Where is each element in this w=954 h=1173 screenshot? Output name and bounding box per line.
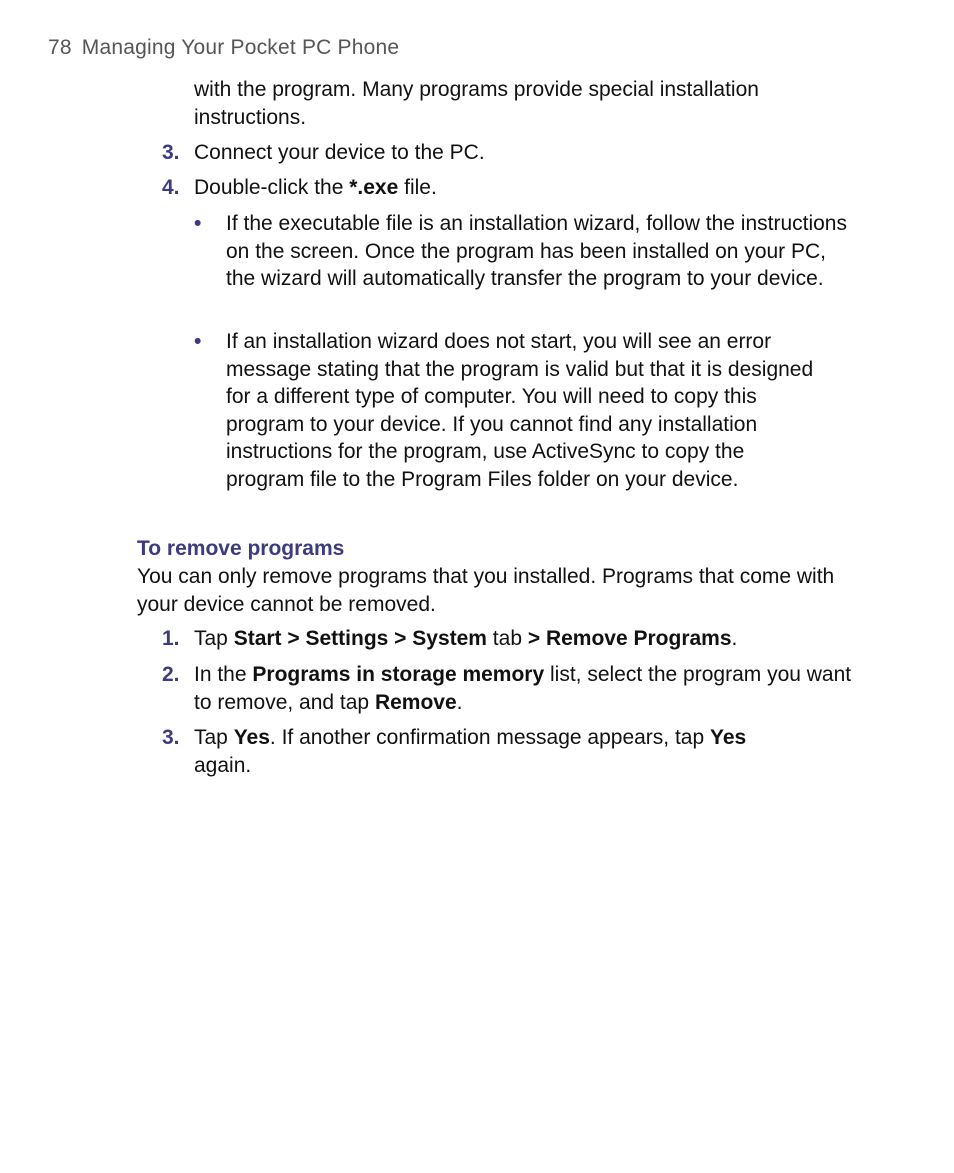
bullet-marker: • bbox=[194, 212, 202, 235]
bullet-marker: • bbox=[194, 330, 202, 353]
running-header bbox=[48, 36, 399, 60]
section-heading: To remove programs bbox=[137, 537, 345, 560]
remove-step-3: Tap Yes. If another confirmation message appears, tap Yes again. bbox=[194, 726, 747, 777]
step-number: 3. bbox=[162, 141, 180, 164]
bullet-wizard: If the executable file is an installation wizard, follow the instructions on the screen. Once the program has been installed on your PC, the wizard will automatically transfer the program to your device. bbox=[226, 212, 847, 290]
exe-filename: *.exe bbox=[349, 176, 399, 199]
chapter-title: Managing Your Pocket PC Phone bbox=[81, 36, 400, 59]
continuation-paragraph: with the program. Many programs provide special installation instructions. bbox=[194, 78, 759, 129]
step-number: 3. bbox=[162, 726, 180, 749]
step-number: 2. bbox=[162, 663, 180, 686]
bullet-no-wizard: If an installation wizard does not start, you will see an error message stating that the program is valid but that it is designed for a different type of computer. You will need to copy this program to your device. If you cannot find any installation instructions for the program, use ActiveSync to copy the program file to the Program Files folder on your device. bbox=[226, 330, 814, 491]
page-number: 78 bbox=[48, 36, 72, 59]
remove-intro: You can only remove programs that you installed. Programs that come with your device cannot be removed. bbox=[137, 565, 835, 616]
step-number: 4. bbox=[162, 176, 180, 199]
step-number: 1. bbox=[162, 627, 180, 650]
install-step-4: Double-click the *.exe file. bbox=[194, 176, 437, 199]
remove-step-1: Tap Start > Settings > System tab > Remove Programs. bbox=[194, 627, 738, 650]
install-step-3: Connect your device to the PC. bbox=[194, 141, 485, 164]
remove-step-2: In the Programs in storage memory list, select the program you want to remove, and tap Remove. bbox=[194, 663, 852, 714]
